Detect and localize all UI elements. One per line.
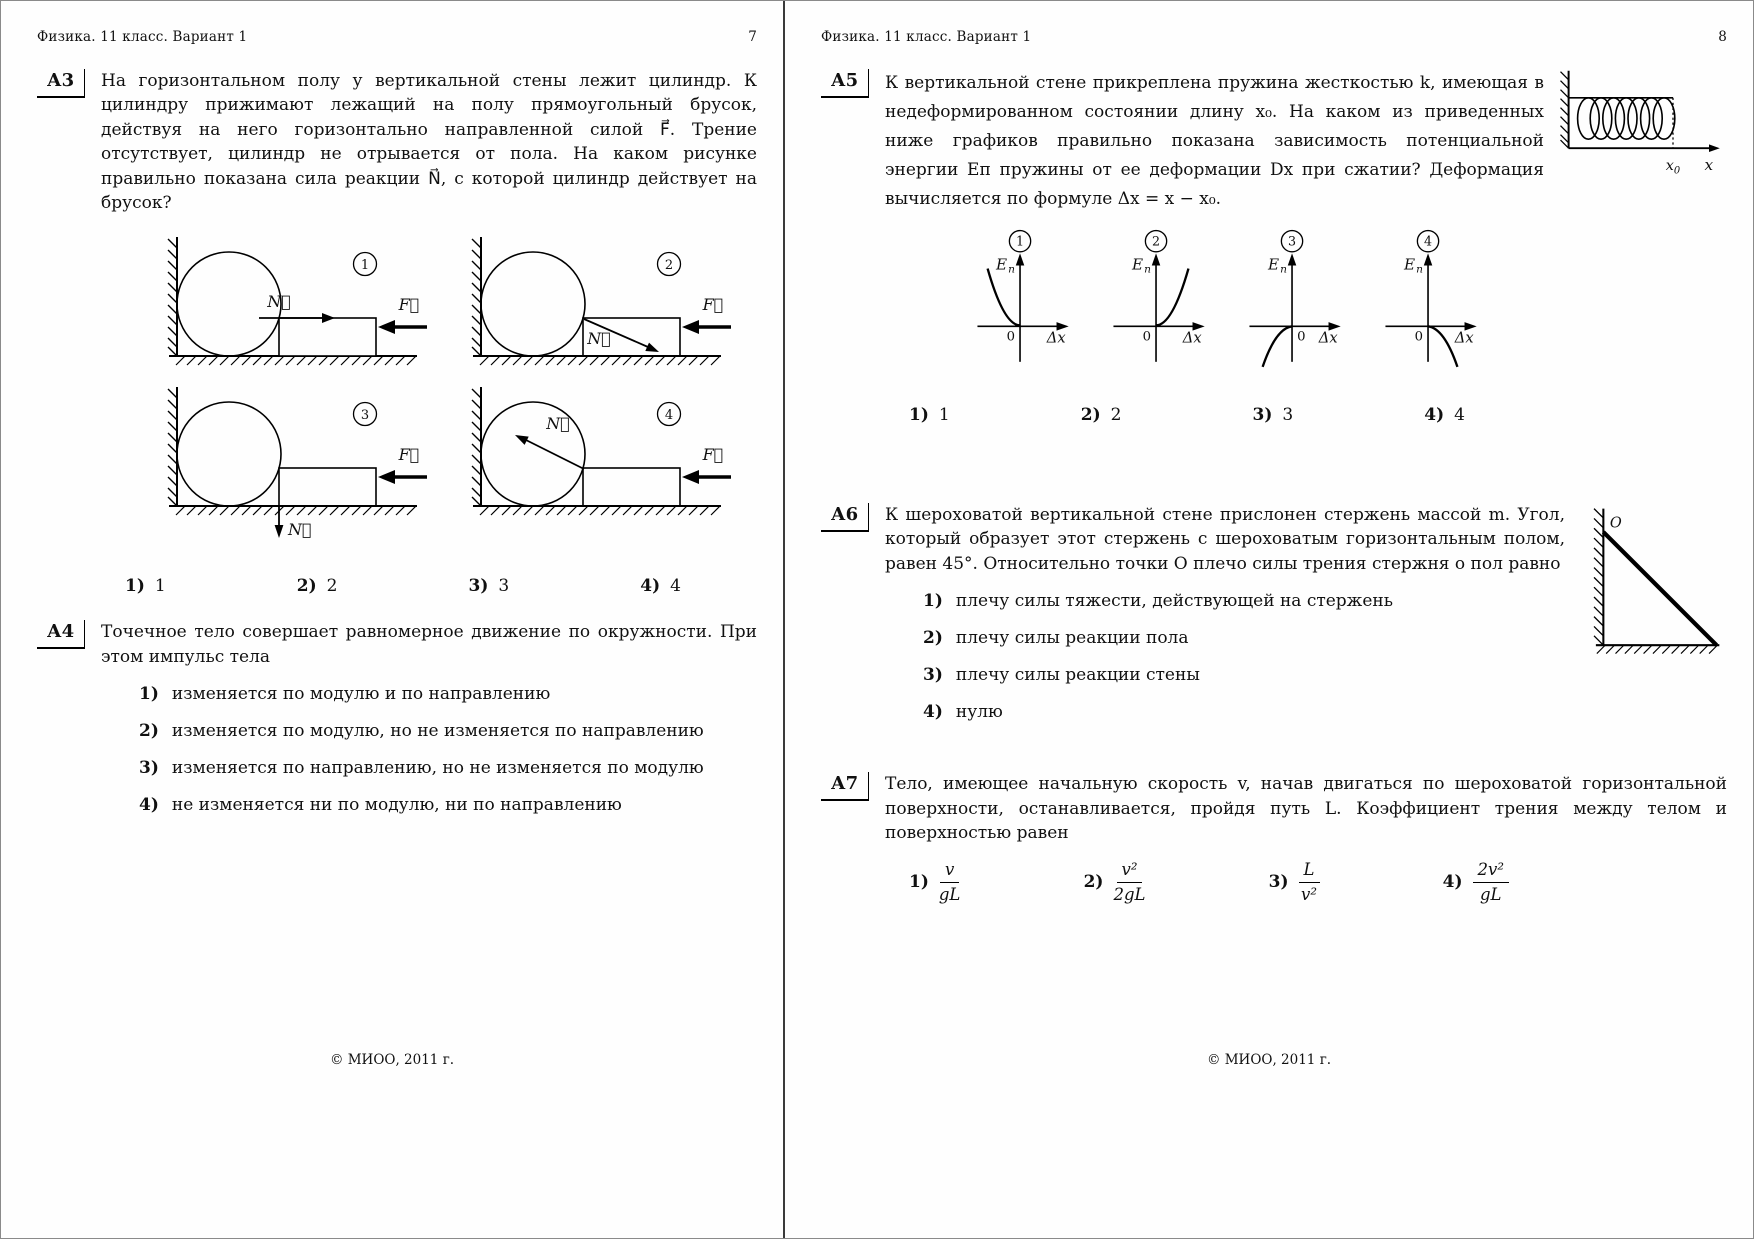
- question-a4-text: Точечное тело совершает равномерное движение по окружности. При этом импульс тела: [101, 622, 757, 667]
- origin-label: 0: [1414, 329, 1423, 345]
- n-vector-label: N⃗: [267, 292, 291, 312]
- a6-option-3: [923, 663, 1565, 687]
- figure-number: 4: [664, 408, 674, 424]
- option-text: плечу силы реакции пола: [955, 628, 1189, 649]
- fraction: [1473, 859, 1509, 905]
- x-axis-label: Δx: [1454, 329, 1474, 347]
- a3-figure-4: [463, 381, 743, 546]
- spring-coil: [1603, 98, 1625, 139]
- wall-hatch: [472, 389, 481, 506]
- question-a6-body: [885, 503, 1727, 724]
- header-title: Физика. 11 класс. Вариант 1: [37, 29, 248, 45]
- question-a7: [821, 772, 1727, 905]
- question-a3-text: На горизонтальном полу у вертикальной стены лежит цилиндр. К цилиндру прижимают лежащий на полу прямоугольный брусок, действуя на него горизонтально направленной силой F⃗. Трение отсутствует, цилиндр не отрывается от пола. На каком рисунке правильно показана сила реакции N⃗, с которой цилиндр действует на брусок?: [101, 71, 757, 214]
- rod-figure-svg: [1577, 503, 1727, 662]
- option-value: 4: [670, 576, 681, 597]
- y-axis-arrowhead: [1288, 253, 1297, 265]
- question-a5-text: К вертикальной стене прикреплена пружина жесткостью k, имеющая в недеформированном состоянии длину x₀. На каком из приведенных ниже графиков правильно показана зависимость потенциальной энергии Eп пружины от ее деформации Dx при сжатии? Деформация вычисляется по формуле Δx = x − x₀.: [885, 73, 1544, 209]
- a3-option-3: [469, 576, 510, 596]
- spring-coil: [1578, 98, 1600, 139]
- x-axis-label: x: [1704, 155, 1714, 174]
- question-a3: [37, 69, 757, 596]
- option-value: 3: [498, 576, 510, 597]
- reaction-n-arrowhead: [645, 343, 659, 352]
- origin-label: 0: [1142, 329, 1151, 345]
- a6-option-1: [923, 589, 1565, 613]
- question-a4-label: А4: [37, 620, 85, 649]
- a3-answer-row: [125, 576, 681, 596]
- graph-number: 4: [1423, 233, 1433, 249]
- question-a5-body: [885, 69, 1727, 425]
- option-marker: 3): [1252, 405, 1273, 425]
- graph-number: 1: [1015, 233, 1025, 249]
- a3-figure-1: [159, 231, 439, 371]
- option-value: 3: [1282, 405, 1294, 425]
- a7-option-4: [1443, 859, 1509, 905]
- a4-option-4: [139, 793, 757, 817]
- question-a5-text-block: [885, 69, 1727, 214]
- figure-number: 1: [360, 258, 370, 274]
- figure-number: 3: [360, 408, 370, 424]
- option-marker: 3): [1268, 872, 1289, 893]
- wall-hatch: [168, 239, 177, 356]
- spring-coil: [1653, 98, 1675, 139]
- fraction-numerator: v: [940, 859, 959, 882]
- a5-option-4: [1424, 405, 1465, 425]
- option-marker: 4): [1424, 405, 1445, 425]
- option-marker: 2): [139, 721, 159, 742]
- option-marker: 1): [139, 684, 159, 705]
- energy-curve: [988, 269, 1020, 326]
- rod-figure: [1577, 503, 1727, 662]
- fraction-numerator: v²: [1117, 859, 1143, 882]
- footer-copyright: © МИОО, 2011 г.: [329, 1052, 455, 1068]
- a3-figure-2: [463, 231, 743, 371]
- y-axis-label: $E_п$: [1132, 255, 1151, 276]
- energy-curve: [1156, 269, 1188, 326]
- spring-coil: [1628, 98, 1650, 139]
- option-marker: 3): [923, 665, 943, 686]
- page-header: [37, 29, 757, 45]
- x-axis-label: Δx: [1046, 329, 1066, 347]
- option-marker: 4): [640, 576, 661, 597]
- option-marker: 1): [909, 405, 929, 425]
- energy-curve: [1263, 326, 1292, 367]
- option-text: плечу силы тяжести, действующей на стержень: [955, 591, 1393, 612]
- option-marker: 4): [1442, 872, 1463, 893]
- fraction-denominator: gL: [938, 884, 961, 904]
- force-f-arrowhead: [682, 320, 699, 334]
- wall-hatch: [472, 239, 481, 356]
- page-7: [1, 1, 785, 1238]
- a3-option-1: [125, 576, 166, 596]
- n-vector-label: N⃗: [288, 520, 312, 540]
- option-marker: 1): [923, 591, 943, 612]
- fraction: [1113, 859, 1145, 905]
- question-a6: [821, 503, 1727, 724]
- n-vector-label: N⃗: [587, 329, 611, 349]
- y-axis-arrowhead: [1424, 253, 1433, 265]
- a4-option-2: [139, 719, 757, 743]
- option-text: изменяется по направлению, но не изменяется по модулю: [171, 758, 704, 779]
- option-value: 1: [154, 576, 166, 597]
- option-value: 4: [1454, 405, 1465, 425]
- question-a5: [821, 69, 1727, 425]
- option-value: 1: [938, 405, 950, 425]
- a7-option-3: [1269, 859, 1320, 905]
- y-axis-arrowhead: [1016, 253, 1025, 265]
- f-vector-label: F⃗: [702, 295, 724, 315]
- a5-graph-row: [957, 228, 1727, 375]
- page-8: [785, 1, 1753, 1238]
- question-a6-text-block: [885, 503, 1727, 576]
- cylinder-circle: [177, 402, 281, 506]
- floor-hatch: [1597, 645, 1718, 653]
- a5-option-3: [1253, 405, 1294, 425]
- option-value: 2: [1110, 405, 1122, 425]
- f-vector-label: F⃗: [398, 295, 420, 315]
- x-axis-label: Δx: [1318, 329, 1338, 347]
- x-axis-label: Δx: [1182, 329, 1202, 347]
- y-axis-arrowhead: [1152, 253, 1161, 265]
- spring-coil: [1590, 98, 1612, 139]
- reaction-n-arrow: [524, 439, 584, 469]
- fraction: [939, 859, 961, 905]
- wall-hatch: [168, 389, 177, 506]
- spring-figure-svg: [1556, 69, 1727, 177]
- floor-hatch: [176, 356, 416, 365]
- spring-coil: [1641, 98, 1663, 139]
- question-a7-body: [885, 772, 1727, 905]
- option-text: нулю: [955, 702, 1003, 723]
- figure-number: 2: [664, 258, 674, 274]
- question-a5-label: А5: [821, 69, 869, 98]
- floor-hatch: [480, 506, 720, 515]
- a4-option-1: [139, 682, 757, 706]
- option-marker: 1): [909, 872, 929, 893]
- a3-option-4: [640, 576, 681, 596]
- page-number: 7: [748, 29, 757, 45]
- wall-hatch: [1594, 509, 1603, 646]
- option-text: плечу силы реакции стены: [955, 665, 1200, 686]
- f-vector-label: F⃗: [398, 445, 420, 465]
- block-rect: [583, 468, 680, 506]
- page-header: [821, 29, 1727, 45]
- spring-coil: [1615, 98, 1637, 139]
- footer-copyright: © МИОО, 2011 г.: [1206, 1052, 1332, 1068]
- energy-curve: [1428, 326, 1457, 367]
- x-axis-arrowhead: [1709, 144, 1720, 152]
- option-text: изменяется по модулю, но не изменяется по направлению: [171, 721, 704, 742]
- question-a3-label: А3: [37, 69, 85, 98]
- a6-option-4: [923, 700, 1727, 724]
- option-marker: 3): [139, 758, 159, 779]
- question-a6-text: К шероховатой вертикальной стене прислонен стержень массой m. Угол, который образует этот стержень с шероховатым горизонтальным полом, равен 45°. Относительно точки O плечо силы трения стержня о пол равно: [885, 505, 1565, 574]
- question-a4: [37, 620, 757, 817]
- spring-figure: [1556, 69, 1727, 177]
- y-axis-label: $E_п$: [1268, 255, 1287, 276]
- a5-graph-1: [957, 228, 1079, 375]
- page-7-content: [1, 1, 783, 1068]
- option-marker: 1): [125, 576, 145, 597]
- fraction-numerator: L: [1299, 859, 1320, 882]
- page-number: 8: [1718, 29, 1727, 45]
- a4-options: [101, 682, 757, 817]
- f-vector-label: F⃗: [702, 445, 724, 465]
- a7-option-2: [1084, 859, 1146, 905]
- a5-graph-2: [1093, 228, 1215, 375]
- force-f-arrowhead: [682, 470, 699, 484]
- block-rect: [279, 318, 376, 356]
- graph-number: 3: [1287, 233, 1297, 249]
- graph-number: 2: [1151, 233, 1161, 249]
- a5-graph-3: [1229, 228, 1351, 375]
- force-f-arrowhead: [378, 320, 395, 334]
- fraction-denominator: v²: [1301, 884, 1317, 904]
- a7-option-1: [909, 859, 960, 905]
- a3-figure-3: [159, 381, 439, 546]
- cylinder-circle: [481, 252, 585, 356]
- option-text: изменяется по модулю и по направлению: [171, 684, 551, 705]
- question-a4-body: [101, 620, 757, 817]
- reaction-n-arrowhead: [275, 525, 284, 538]
- option-marker: 4): [139, 795, 159, 816]
- force-f-arrowhead: [378, 470, 395, 484]
- option-marker: 2): [1083, 872, 1104, 893]
- x0-tick-label: $x_0$: [1665, 157, 1681, 177]
- option-marker: 3): [468, 576, 489, 597]
- y-axis-label: $E_п$: [996, 255, 1015, 276]
- point-o-label: O: [1609, 515, 1622, 532]
- option-value: 2: [326, 576, 338, 597]
- n-vector-label: N⃗: [546, 414, 570, 434]
- option-text: не изменяется ни по модулю, ни по направлению: [171, 795, 622, 816]
- floor-hatch: [480, 356, 720, 365]
- a5-answer-row: [909, 405, 1465, 425]
- question-a3-body: [101, 69, 757, 596]
- a3-figure-grid: [159, 231, 757, 546]
- a4-option-3: [139, 756, 757, 780]
- block-rect: [279, 468, 376, 506]
- header-title: Физика. 11 класс. Вариант 1: [821, 29, 1032, 45]
- a5-option-2: [1081, 405, 1122, 425]
- a5-graph-4: [1365, 228, 1487, 375]
- reaction-n-arrowhead: [515, 435, 529, 445]
- option-marker: 2): [1080, 405, 1101, 425]
- option-marker: 4): [923, 702, 943, 723]
- floor-hatch: [176, 506, 416, 515]
- rod-line: [1603, 532, 1716, 645]
- a5-option-1: [909, 405, 950, 425]
- fraction-denominator: gL: [1480, 884, 1502, 904]
- question-a7-label: А7: [821, 772, 869, 801]
- option-marker: 2): [296, 576, 317, 597]
- a6-option-2: [923, 626, 1565, 650]
- origin-label: 0: [1297, 329, 1306, 345]
- question-a6-label: А6: [821, 503, 869, 532]
- a3-option-2: [297, 576, 338, 596]
- page-8-content: [785, 1, 1753, 1068]
- fraction-denominator: 2gL: [1113, 884, 1146, 904]
- y-axis-label: $E_п$: [1404, 255, 1423, 276]
- fraction: [1299, 859, 1320, 905]
- question-a7-text: Тело, имеющее начальную скорость v, начав двигаться по шероховатой горизонтальной поверхности, останавливается, пройдя путь L. Коэффициент трения между телом и поверхностью равен: [885, 774, 1727, 844]
- wall-hatch: [1561, 72, 1569, 149]
- a7-answer-row: [909, 859, 1509, 905]
- origin-label: 0: [1006, 329, 1015, 345]
- cylinder-circle: [177, 252, 281, 356]
- option-marker: 2): [923, 628, 943, 649]
- fraction-numerator: 2v²: [1473, 859, 1509, 882]
